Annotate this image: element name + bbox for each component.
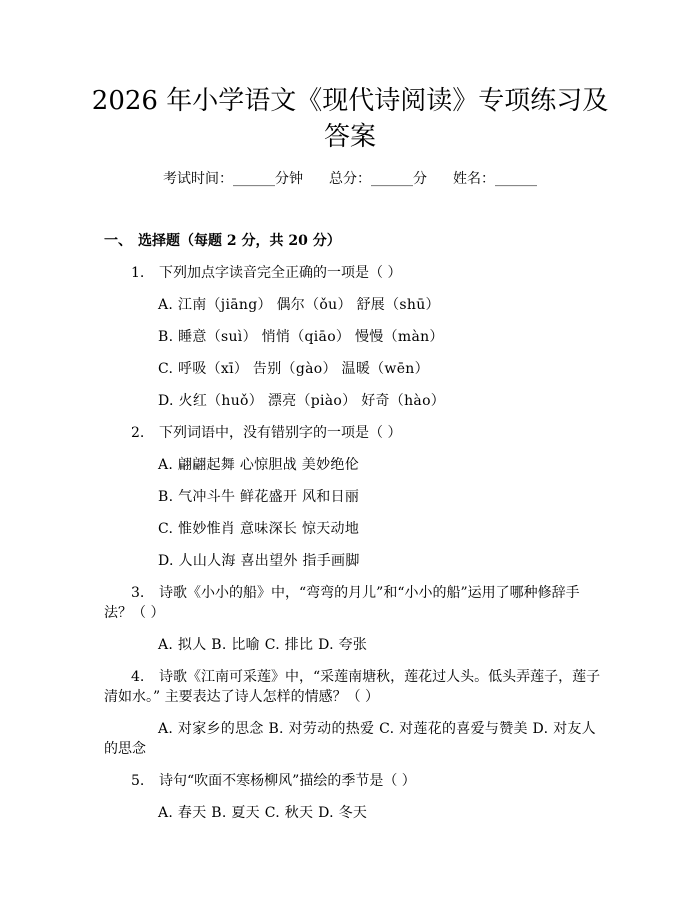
question-text: 下列词语中，没有错别字的一项是（ ） <box>159 425 402 441</box>
exam-info-row <box>0 168 700 188</box>
q2-option-b: B. 气冲斗牛 鲜花盛开 风和日丽 <box>158 489 360 505</box>
page-title-line-2: 答案 <box>323 122 376 152</box>
q1-option-c: C. 呼吸（xī） 告别（gào） 温暖（wēn） <box>158 361 429 377</box>
question-2 <box>131 422 401 442</box>
question-1 <box>131 262 401 282</box>
total-score-label: 总分：______分 <box>329 171 427 187</box>
question-5 <box>131 770 416 790</box>
page-title-line-1: 2026 年小学语文《现代诗阅读》专项练习及 <box>91 86 609 116</box>
question-text-line-1: 诗歌《江南可采莲》中，“采莲南塘秋，莲花过人头。低头弄莲子，莲子 <box>159 669 601 685</box>
question-4 <box>131 666 600 686</box>
q4-options-line-1: A. 对家乡的思念 B. 对劳动的热爱 C. 对莲花的喜爱与赞美 D. 对友人 <box>158 721 596 737</box>
question-text: 诗句“吹面不寒杨柳风”描绘的季节是（ ） <box>159 773 416 789</box>
question-number: 1. <box>131 265 145 281</box>
q4-options-line-2: 的思念 <box>104 741 146 757</box>
question-number: 2. <box>131 425 145 441</box>
question-3-text-line-2: 法？（ ） <box>104 605 165 621</box>
question-number: 4. <box>131 669 145 685</box>
exam-time-label: 考试时间：______分钟 <box>163 171 303 187</box>
q1-option-d: D. 火红（huǒ） 漂亮（piào） 好奇（hào） <box>158 393 446 409</box>
question-text: 下列加点字读音完全正确的一项是（ ） <box>159 265 402 281</box>
q5-options: A. 春天 B. 夏天 C. 秋天 D. 冬天 <box>158 805 368 821</box>
q3-options: A. 拟人 B. 比喻 C. 排比 D. 夸张 <box>158 637 368 653</box>
question-3 <box>131 582 580 602</box>
q1-option-a: A. 江南（jiāng） 偶尔（ǒu） 舒展（shū） <box>158 297 440 313</box>
question-4-text-line-2: 清如水。” 主要表达了诗人怎样的情感？（ ） <box>104 689 380 705</box>
student-name-label: 姓名：______ <box>453 171 537 187</box>
question-text-line-1: 诗歌《小小的船》中，“弯弯的月儿”和“小小的船”运用了哪种修辞手 <box>159 585 580 601</box>
section-title: 选择题（每题 2 分，共 20 分） <box>138 233 341 249</box>
q2-option-c: C. 惟妙惟肖 意味深长 惊天动地 <box>158 521 360 537</box>
q2-option-d: D. 人山人海 喜出望外 指手画脚 <box>158 553 360 569</box>
q2-option-a: A. 翩翩起舞 心惊胆战 美妙绝伦 <box>158 457 360 473</box>
section-number: 一、 <box>104 233 132 249</box>
question-number: 3. <box>131 585 145 601</box>
question-number: 5. <box>131 773 145 789</box>
section-heading <box>104 230 341 250</box>
q1-option-b: B. 睡意（suì） 悄悄（qiāo） 慢慢（màn） <box>158 329 444 345</box>
